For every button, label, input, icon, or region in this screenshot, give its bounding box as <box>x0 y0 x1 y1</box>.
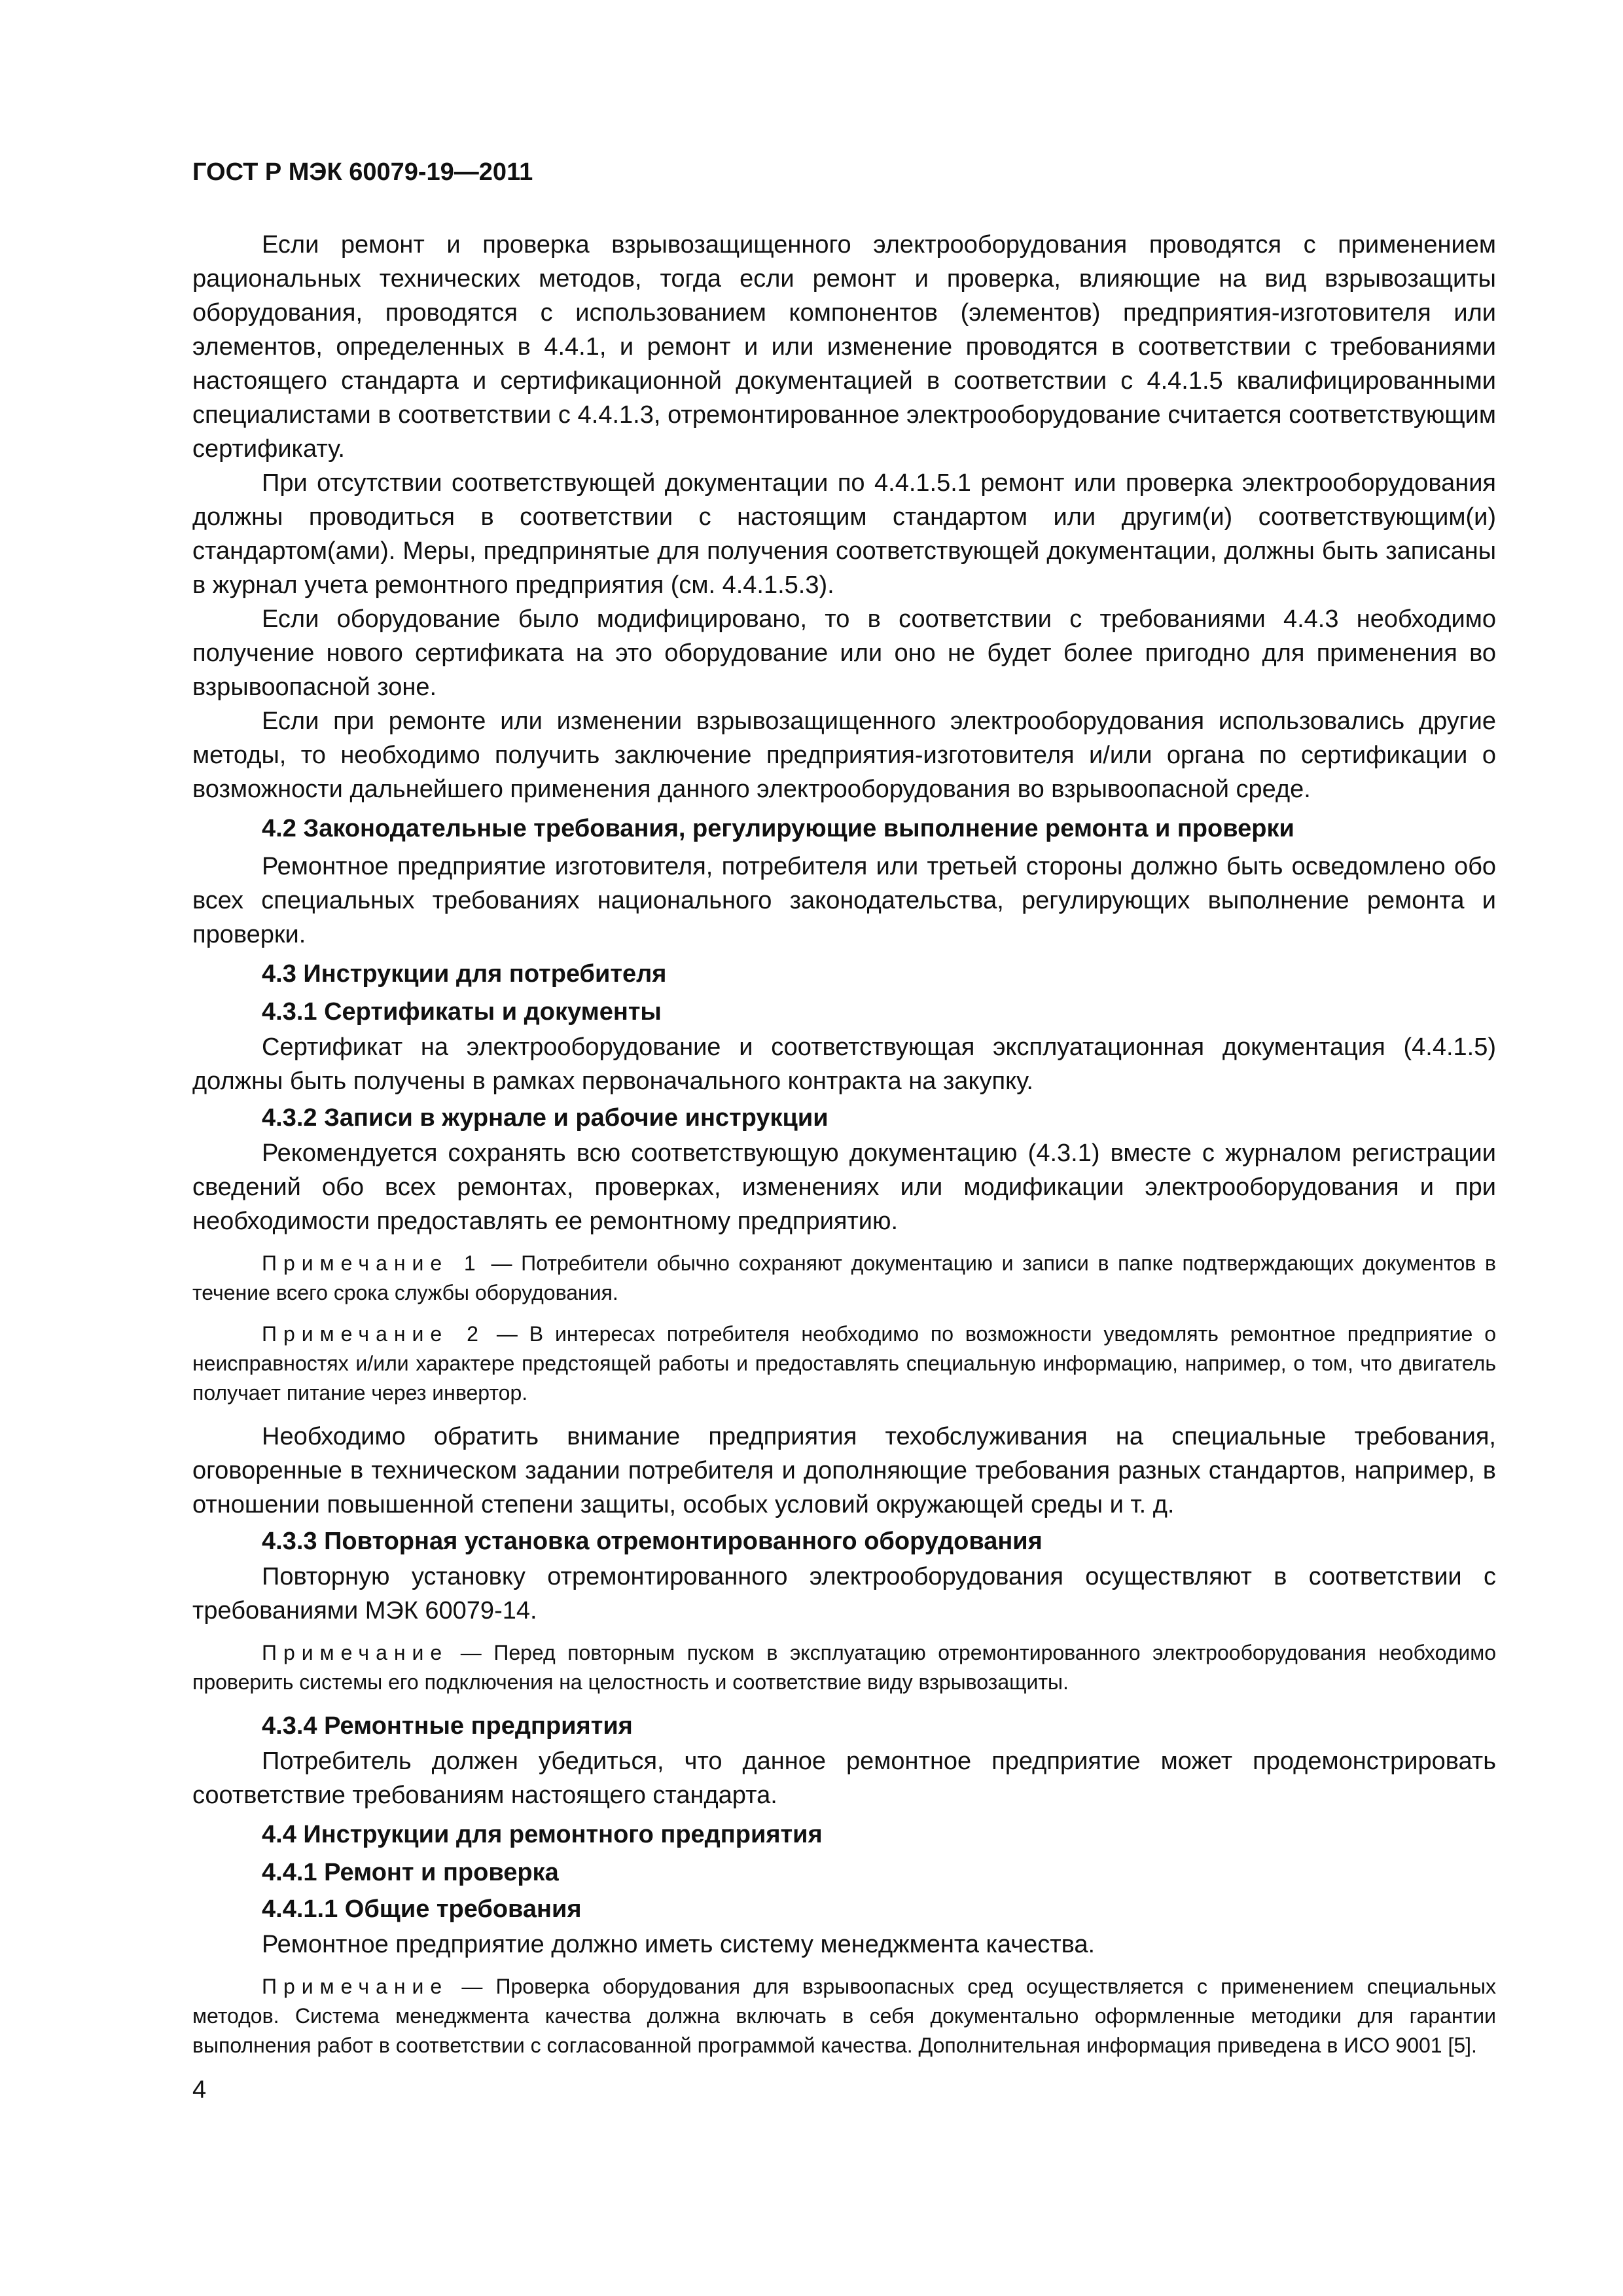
heading-4-4-1: 4.4.1 Ремонт и проверка <box>262 1859 559 1886</box>
paragraph-4-3-4: Потребитель должен убедиться, что данное ремонтное предприятие может продемонстрировать соответствие требованиям настоящего стандарта. <box>192 1748 1496 1809</box>
paragraph-4-3-3: Повторную установку отремонтированного электрооборудования осуществляют в соответствии с требованиями МЭК 60079-14. <box>192 1563 1496 1624</box>
note-4-4-1-1 <box>192 1972 1496 2060</box>
note-label: Примечание <box>262 1641 449 1664</box>
note-4-3-3 <box>192 1638 1496 1697</box>
note-4-3-2-1 <box>192 1249 1496 1308</box>
heading-4-3-3: 4.3.3 Повторная установка отремонтированного оборудования <box>262 1528 1043 1555</box>
heading-4-4: 4.4 Инструкции для ремонтного предприятия <box>262 1821 823 1848</box>
page-content <box>192 156 1496 2072</box>
note-text: — Перед повторным пуском в эксплуатацию отремонтированного электрооборудования необходимо проверить системы его подключения на целостность и соответствие виду взрывозащиты. <box>192 1641 1496 1694</box>
note-label: Примечание <box>262 1975 449 1998</box>
paragraph-4-3-2: Рекомендуется сохранять всю соответствующую документацию (4.3.1) вместе с журналом регистрации сведений обо всех ремонтах, проверках, изменениях или модификации электрооборудования и при необходимости предоставлять ее ремонтному предприятию. <box>192 1139 1496 1235</box>
page-number: 4 <box>192 2076 207 2104</box>
note-text: — Потребители обычно сохраняют документацию и записи в папке подтверждающих документов в течение всего срока службы оборудования. <box>192 1251 1497 1304</box>
heading-4-3-4: 4.3.4 Ремонтные предприятия <box>262 1712 633 1740</box>
paragraph-other-methods: Если при ремонте или изменении взрывозащищенного электрооборудования использовались другие методы, то необходимо получить заключение предприятия-изготовителя и/или органа по сертификации о возможности дальнейшего применения данного электрооборудования во взрывоопасной среде. <box>192 708 1496 803</box>
note-4-3-2-2 <box>192 1319 1496 1408</box>
note-text: — В интересах потребителя необходимо по возможности уведомлять ремонтное предприятие о неисправностях и/или характере предстоящей работы и предоставлять специальную информацию, например, о том, что двигатель получает питание через инвертор. <box>192 1322 1496 1405</box>
heading-4-3-2: 4.3.2 Записи в журнале и рабочие инструкции <box>262 1104 829 1132</box>
document-header: ГОСТ Р МЭК 60079-19—2011 <box>192 158 533 186</box>
note-label: Примечание 2 <box>262 1322 485 1346</box>
heading-4-2: 4.2 Законодательные требования, регулирующие выполнение ремонта и проверки <box>262 815 1294 842</box>
paragraph-4-2: Ремонтное предприятие изготовителя, потребителя или третьей стороны должно быть осведомлено обо всех специальных требованиях национального законодательства, регулирующих выполнение ремонта и проверки. <box>192 853 1496 948</box>
heading-4-4-1-1: 4.4.1.1 Общие требования <box>262 1895 582 1923</box>
paragraph-4-3-2-after-notes: Необходимо обратить внимание предприятия техобслуживания на специальные требования, оговоренные в техническом задании потребителя и дополняющие требования разных стандартов, например, в отношении повышенной степени защиты, особых условий окружающей среды и т. д. <box>192 1423 1496 1518</box>
note-label: Примечание 1 <box>262 1251 482 1275</box>
paragraph-4-4-1-1: Ремонтное предприятие должно иметь систему менеджмента качества. <box>262 1931 1096 1958</box>
paragraph-missing-documentation: При отсутствии соответствующей документации по 4.4.1.5.1 ремонт или проверка электрооборудования должны проводиться в соответствии с настоящим стандартом или другим(и) соответствующим(и) стандартом(ами). Меры, предпринятые для получения соответствующей документации, должны быть записаны в журнал учета ремонтного предприятия (см. 4.4.1.5.3). <box>192 469 1496 599</box>
note-text: — Проверка оборудования для взрывоопасных сред осуществляется с применением специальных методов. Система менеджмента качества должна включать в себя документально оформленные методики для гарантии выполнения работ в соответствии с согласованной программой качества. Дополнительная информация приведена в ИСО 9001 [5]. <box>192 1975 1496 2057</box>
paragraph-modified-equipment: Если оборудование было модифицировано, то в соответствии с требованиями 4.4.3 необходимо получение нового сертификата на это оборудование или оно не будет более пригодно для применения во взрывоопасной зоне. <box>192 605 1496 701</box>
paragraph-repair-methods: Если ремонт и проверка взрывозащищенного электрооборудования проводятся с применением рациональных технических методов, тогда если ремонт и проверка, влияющие на вид взрывозащиты оборудования, проводятся с использованием компонентов (элементов) предприятия-изготовителя или элементов, определенных в 4.4.1, и ремонт и или изменение проводятся в соответствии с требованиями настоящего стандарта и сертификационной документацией в соответствии с 4.4.1.5 квалифицированными специалистами в соответствии с 4.4.1.3, отремонтированное электрооборудование считается соответствующим сертификату. <box>192 231 1496 463</box>
heading-4-3-1: 4.3.1 Сертификаты и документы <box>262 998 662 1026</box>
paragraph-4-3-1: Сертификат на электрооборудование и соответствующая эксплуатационная документация (4.4.1.5) должны быть получены в рамках первоначального контракта на закупку. <box>192 1033 1496 1095</box>
heading-4-3: 4.3 Инструкции для потребителя <box>262 960 667 988</box>
